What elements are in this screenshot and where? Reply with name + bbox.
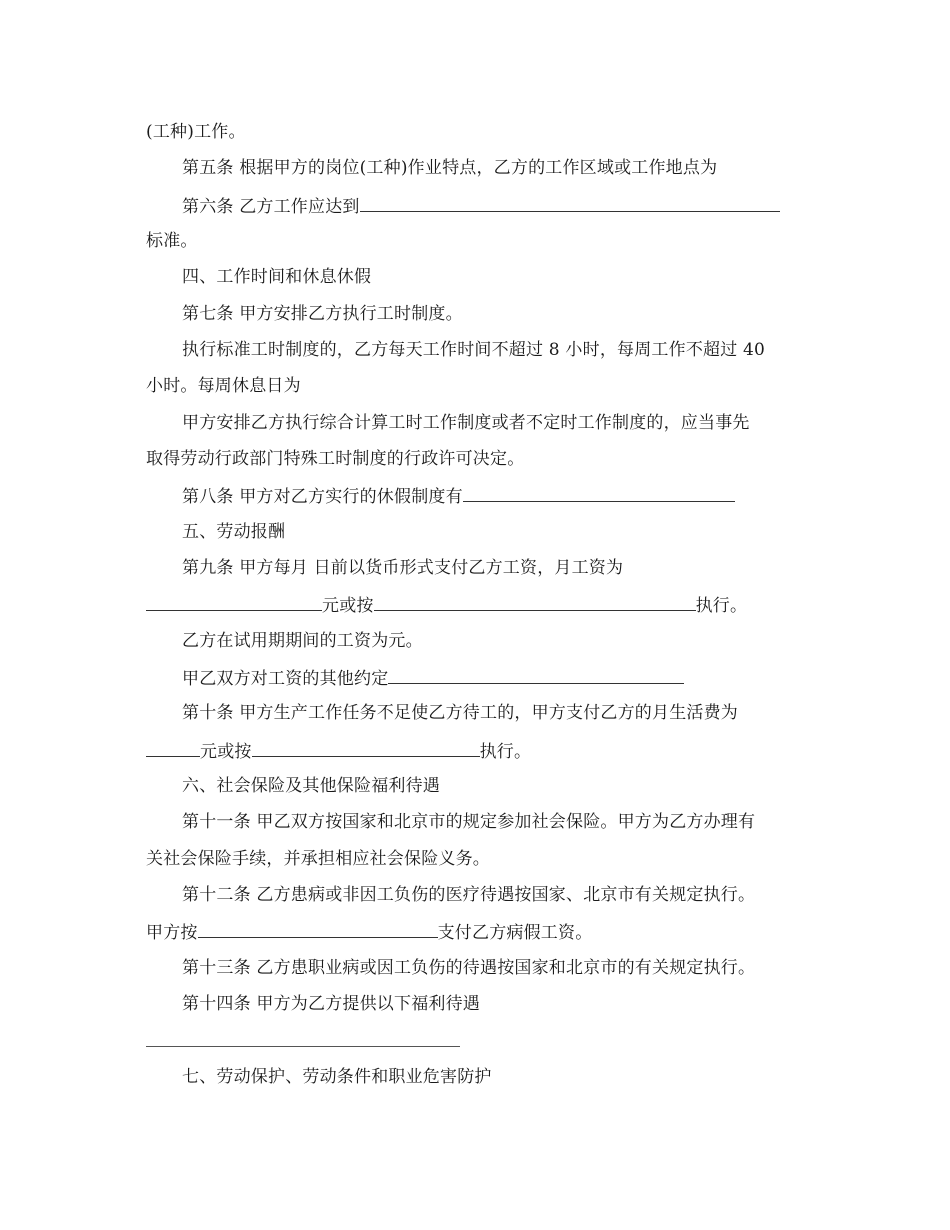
text-line: 甲方安排乙方执行综合计算工时工作制度或者不定时工作制度的，应当事先: [182, 413, 750, 433]
text-line: 甲方按 支付乙方病假工资。: [146, 919, 592, 945]
text-line: 标准。: [146, 231, 198, 251]
text-line: 甲乙双方对工资的其他约定: [182, 665, 684, 691]
article-8: 第八条 甲方对乙方实行的休假制度有: [182, 483, 735, 509]
fill-in-blank[interactable]: [463, 483, 735, 502]
text-line: 元或按 执行。: [146, 738, 531, 764]
fill-in-blank[interactable]: [146, 738, 200, 757]
article-14: 第十四条 甲方为乙方提供以下福利待遇: [182, 994, 481, 1014]
article-5: 第五条 根据甲方的岗位(工种)作业特点，乙方的工作区域或工作地点为: [182, 158, 718, 178]
article-12: 第十二条 乙方患病或非因工负伤的医疗待遇按国家、北京市有关规定执行。: [182, 885, 756, 905]
text-line: 取得劳动行政部门特殊工时制度的行政许可决定。: [146, 449, 525, 469]
section-heading-7: 七、劳动保护、劳动条件和职业危害防护: [182, 1067, 492, 1087]
article-6: 第六条 乙方工作应达到: [182, 193, 780, 219]
section-heading-5: 五、劳动报酬: [182, 522, 286, 542]
fill-in-blank[interactable]: [146, 1046, 460, 1047]
fill-in-blank[interactable]: [374, 592, 696, 611]
section-heading-6: 六、社会保险及其他保险福利待遇: [182, 776, 440, 796]
article-11: 第十一条 甲乙双方按国家和北京市的规定参加社会保险。甲方为乙方办理有: [182, 812, 756, 832]
article-9: 第九条 甲方每月 日前以货币形式支付乙方工资，月工资为: [182, 558, 624, 578]
article-13: 第十三条 乙方患职业病或因工负伤的待遇按国家和北京市的有关规定执行。: [182, 958, 756, 978]
text-line: 乙方在试用期期间的工资为元。: [182, 631, 423, 651]
fill-in-blank[interactable]: [146, 592, 322, 611]
article-10: 第十条 甲方生产工作任务不足使乙方待工的，甲方支付乙方的月生活费为: [182, 703, 739, 723]
text-line: 执行标准工时制度的，乙方每天工作时间不超过 8 小时，每周工作不超过 40: [182, 340, 766, 360]
fill-in-blank[interactable]: [388, 665, 684, 684]
fill-in-blank[interactable]: [360, 193, 780, 212]
fill-in-blank[interactable]: [252, 738, 480, 757]
section-heading-4: 四、工作时间和休息休假: [182, 267, 372, 287]
text-line: 小时。每周休息日为: [146, 376, 301, 396]
text-line: (工种)工作。: [146, 122, 246, 142]
article-7: 第七条 甲方安排乙方执行工时制度。: [182, 304, 463, 324]
text-line: 元或按 执行。: [146, 592, 747, 618]
fill-in-blank[interactable]: [198, 919, 438, 938]
text-line: 关社会保险手续，并承担相应社会保险义务。: [146, 849, 490, 869]
